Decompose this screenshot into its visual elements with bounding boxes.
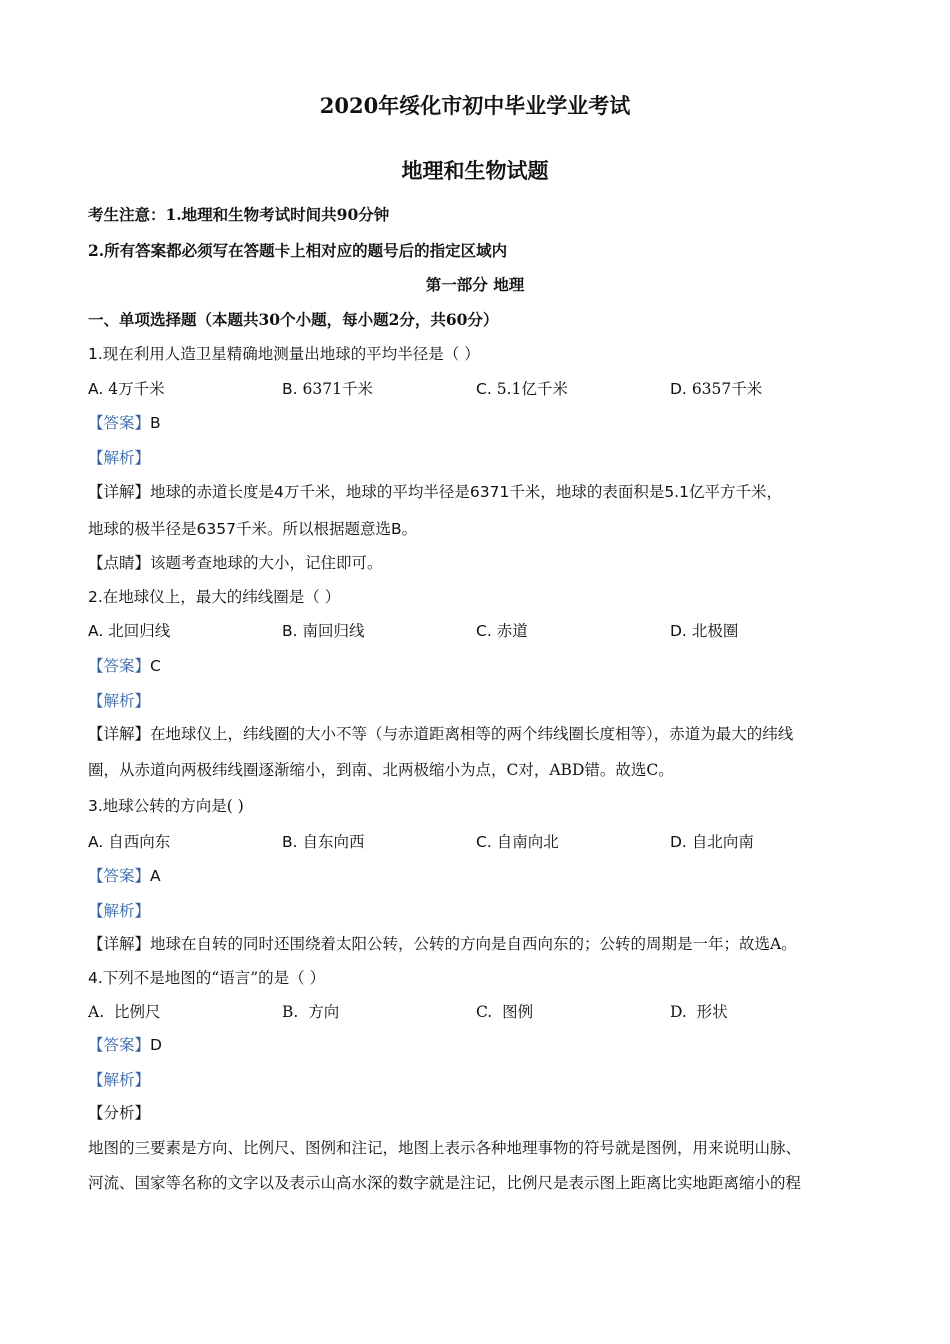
option-d: D. 形状 (670, 1003, 728, 1021)
fenxi-line: 地图的三要素是方向、比例尺、图例和注记，地图上表示各种地理事物的符号就是图例，用来说明山脉、 (88, 1139, 802, 1157)
answer-line (88, 1034, 162, 1056)
answer-label: 【答案】 (88, 867, 151, 885)
detail-line: 【详解】地球在自转的同时还围绕着太阳公转，公转的方向是自西向东的；公转的周期是一年；故选A。 (88, 935, 797, 953)
exam-title: 2020年绥化市初中毕业学业考试 (319, 93, 631, 118)
part-title: 第一部分 地理 (425, 275, 525, 294)
option-d: D. 北极圈 (670, 622, 739, 640)
detail-line: 【详解】地球的赤道长度是4万千米，地球的平均半径是6371千米，地球的表面积是5.1亿平方千米， (88, 483, 782, 501)
option-a: A. 北回归线 (88, 622, 171, 640)
answer-value: B (150, 414, 161, 432)
analysis-label: 【解析】 (88, 692, 151, 710)
option-a: A. 自西向东 (88, 833, 171, 851)
answer-value: D (150, 1036, 162, 1054)
option-b: B. 南回归线 (282, 622, 365, 640)
analysis-label: 【解析】 (88, 449, 151, 467)
answer-label: 【答案】 (88, 657, 151, 675)
option-b: B. 自东向西 (282, 833, 365, 851)
question-number: 1. (88, 345, 103, 363)
option-c: C. 5.1亿千米 (476, 380, 568, 398)
question-text: 现在利用人造卫星精确地测量出地球的平均半径是（ ） (102, 345, 480, 363)
question-number: 2. (88, 588, 103, 606)
question-text: 下列不是地图的“语言”的是（ ） (102, 969, 326, 987)
option-d: D. 自北向南 (670, 833, 754, 851)
option-c: C. 自南向北 (476, 833, 559, 851)
question-text: 地球公转的方向是( ) (102, 797, 244, 815)
analysis-label: 【解析】 (88, 1071, 151, 1089)
notice-line-1: 考生注意：1.地理和生物考试时间共90分钟 (88, 205, 390, 224)
answer-line (88, 412, 161, 434)
option-a: A. 比例尺 (88, 1003, 161, 1021)
fenxi-line: 河流、国家等名称的文字以及表示山高水深的数字就是注记，比例尺是表示图上距离比实地距离缩小的程 (88, 1174, 802, 1192)
option-a: A. 4万千米 (88, 380, 165, 398)
section-title: 一、单项选择题（本题共30个小题，每小题2分，共60分） (88, 310, 499, 329)
answer-label: 【答案】 (88, 1036, 151, 1054)
answer-value: C (150, 657, 161, 675)
fenxi-label: 【分析】 (88, 1104, 151, 1122)
detail-line: 地球的极半径是6357千米。所以根据题意选B。 (88, 520, 418, 538)
question-text: 在地球仪上，最大的纬线圈是（ ） (102, 588, 341, 606)
option-c: C. 赤道 (476, 622, 528, 640)
detail-line: 圈，从赤道向两极纬线圈逐渐缩小，到南、北两极缩小为点，C对，ABD错。故选C。 (88, 761, 674, 779)
question-stem (88, 343, 480, 365)
question-stem (88, 795, 244, 817)
option-c: C. 图例 (476, 1003, 534, 1021)
option-b: B. 方向 (282, 1003, 340, 1021)
answer-label: 【答案】 (88, 414, 151, 432)
answer-line (88, 655, 161, 677)
answer-value: A (150, 867, 161, 885)
question-number: 4. (88, 969, 103, 987)
option-b: B. 6371千米 (282, 380, 373, 398)
exam-subtitle: 地理和生物试题 (401, 158, 549, 183)
question-number: 3. (88, 797, 103, 815)
analysis-label: 【解析】 (88, 902, 151, 920)
answer-line (88, 865, 161, 887)
question-stem (88, 967, 325, 989)
detail-line: 【详解】在地球仪上，纬线圈的大小不等（与赤道距离相等的两个纬线圈长度相等），赤道为最大的纬线 (88, 725, 794, 743)
comment-line: 【点睛】该题考查地球的大小，记住即可。 (88, 554, 383, 572)
option-d: D. 6357千米 (670, 380, 763, 398)
question-stem (88, 586, 340, 608)
notice-line-2: 2.所有答案都必须写在答题卡上相对应的题号后的指定区域内 (88, 241, 508, 260)
